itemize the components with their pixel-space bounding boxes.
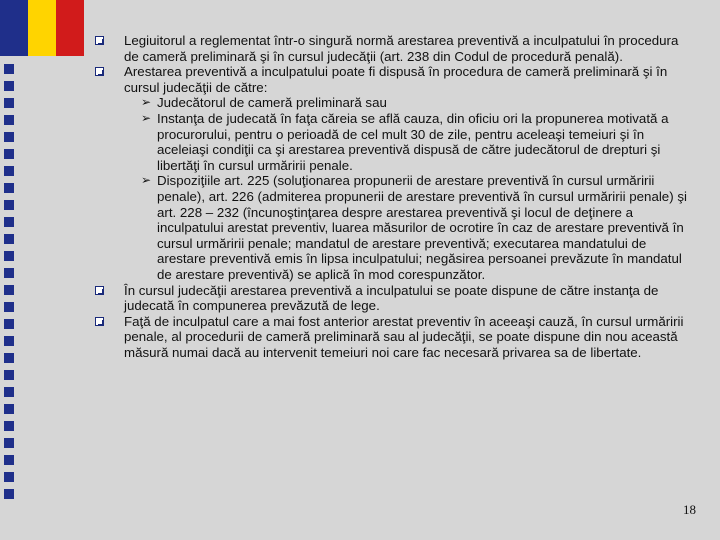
square-icon (4, 421, 14, 431)
decorative-square-column (2, 64, 18, 506)
bullet-text: Legiuitorul a reglementat într-o singură normă arestarea preventivă a inculpatului în procedura de cameră preliminară şi în cursul judecăţii (art. 238 din Codul de procedură penală). (124, 33, 679, 64)
romanian-flag (0, 0, 84, 56)
square-icon (4, 149, 14, 159)
square-icon (4, 302, 14, 312)
square-icon (4, 319, 14, 329)
sub-item-text: Judecătorul de cameră preliminară sau (157, 95, 387, 111)
square-icon (4, 115, 14, 125)
square-icon (4, 285, 14, 295)
sub-item (95, 173, 695, 282)
square-icon (4, 200, 14, 210)
square-icon (4, 251, 14, 261)
square-icon (4, 166, 14, 176)
sub-item (95, 111, 695, 173)
bullet-item (95, 33, 695, 64)
flag-yellow-stripe (28, 0, 56, 56)
square-icon (4, 370, 14, 380)
square-icon (4, 489, 14, 499)
sub-item-text: Instanţa de judecată în faţa căreia se află cauza, din oficiu ori la propunerea motivată a procurorului, pentru o perioadă de cel mult 30 de zile, pentru aceleaşi temeiuri şi în aceleiaşi condiţii ca şi arestarea preventivă dispusă de către judecătorul de drepturi şi libertăţi în cursul urmăririi penale. (157, 110, 669, 173)
page-number: 18 (683, 502, 696, 517)
checkbox-bullet-icon (95, 286, 104, 295)
square-icon (4, 183, 14, 193)
square-icon (4, 387, 14, 397)
arrow-bullet-icon: ➢ (141, 95, 152, 110)
square-icon (4, 132, 14, 142)
bullet-text: Faţă de inculpatul care a mai fost anterior arestat preventiv în aceeaşi cauză, în cursul urmăririi penale, al procedurii de cameră preliminară sau al judecăţii, se poate dispune din nou această măsură numai dacă au intervenit temeiuri noi care fac necesară privarea sa de libertate. (124, 313, 684, 360)
checkbox-bullet-icon (95, 317, 104, 326)
square-icon (4, 438, 14, 448)
square-icon (4, 98, 14, 108)
arrow-bullet-icon: ➢ (141, 110, 152, 125)
bullet-item (95, 314, 695, 361)
sub-item (95, 95, 695, 111)
square-icon (4, 455, 14, 465)
square-icon (4, 268, 14, 278)
square-icon (4, 64, 14, 74)
sub-item-text: Dispoziţiile art. 225 (soluţionarea propunerii de arestare preventivă în cursul urmăririi penale), art. 226 (admiterea propunerii de arestare preventivă în cursul urmăririi penale) şi art. 228 – 232 (încunoştinţarea despre arestarea preventivă şi locul de deţinere a inculpatului arestat preventiv, luarea măsurilor de ocrotire în caz de arestare preventivă în cursul urmăririi penale; mandatul de arestare preventivă; executarea mandatului de arestare preventivă emis în lipsa inculpatului; negăsirea persoanei prevăzute în mandatul de arestare preventivă) se aplică în mod corespunzător. (157, 173, 687, 282)
square-icon (4, 404, 14, 414)
flag-red-stripe (56, 0, 84, 56)
square-icon (4, 81, 14, 91)
flag-blue-stripe (0, 0, 28, 56)
bullet-item (95, 64, 695, 95)
square-icon (4, 217, 14, 227)
slide-body (95, 33, 695, 360)
checkbox-bullet-icon (95, 67, 104, 76)
square-icon (4, 336, 14, 346)
square-icon (4, 353, 14, 363)
arrow-bullet-icon: ➢ (141, 173, 152, 188)
square-icon (4, 472, 14, 482)
square-icon (4, 234, 14, 244)
bullet-text: În cursul judecăţii arestarea preventivă a inculpatului se poate dispune de către instanţa de judecată în compunerea prevăzută de lege. (124, 282, 659, 314)
checkbox-bullet-icon (95, 36, 104, 45)
bullet-text: Arestarea preventivă a inculpatului poate fi dispusă în procedura de cameră preliminară şi în cursul judecăţii de către: (124, 64, 668, 95)
bullet-item (95, 283, 695, 314)
